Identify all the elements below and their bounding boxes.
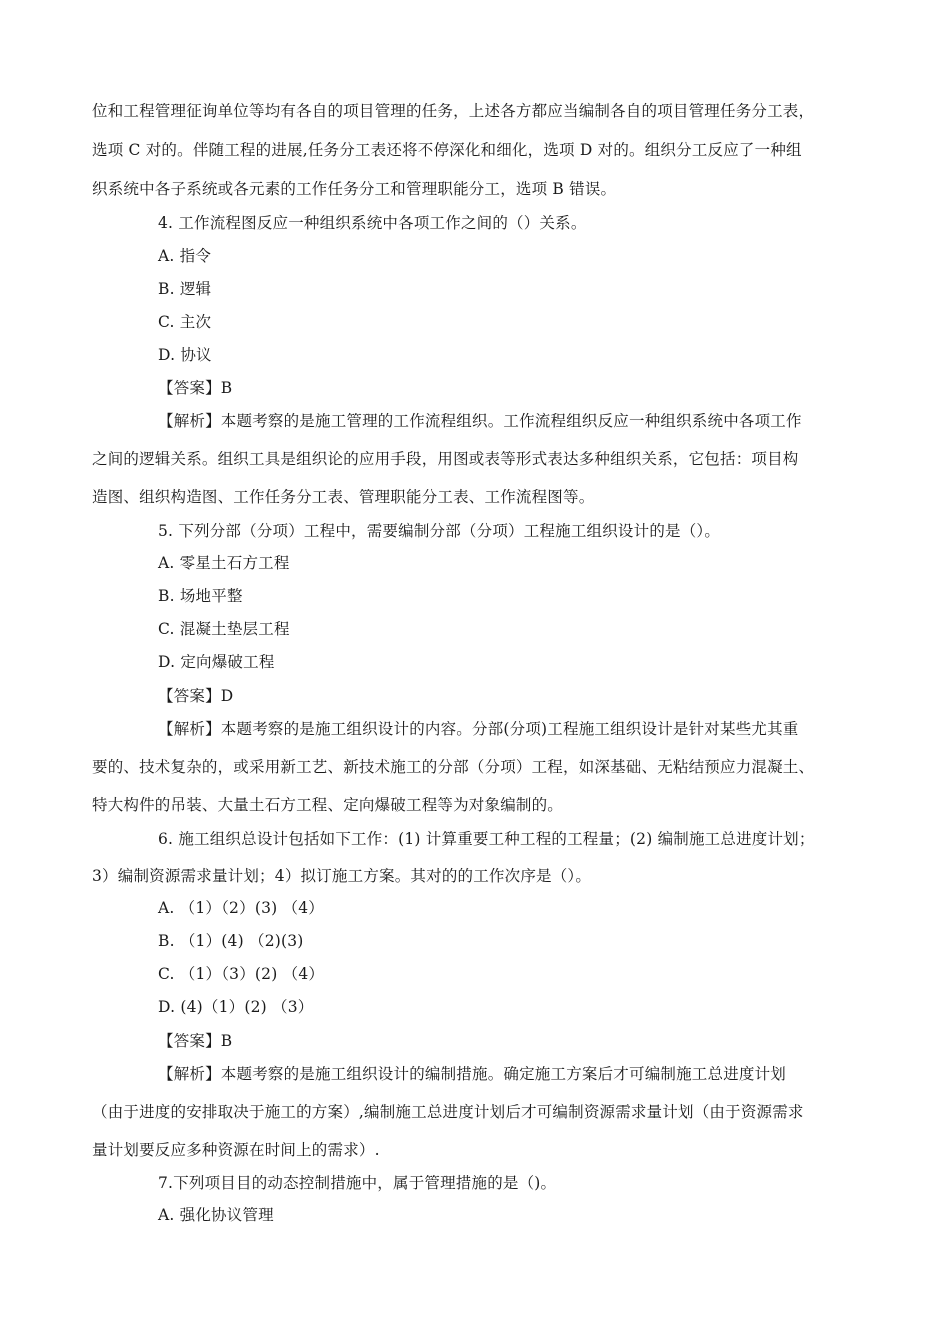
answer: 【答案】B (158, 1032, 233, 1050)
question-7: 7.下列项目目的动态控制措施中，属于管理措施的是（)。 (158, 1174, 557, 1192)
analysis: 【解析】本题考察的是施工组织设计的内容。分部(分项)工程施工组织设计是针对某些尤其重 (158, 720, 799, 738)
answer: 【答案】B (158, 379, 233, 397)
option-a: A. 强化协议管理 (158, 1206, 274, 1224)
option-a: A. （1）（2）(3) （4） (158, 899, 324, 917)
option-a: A. 零星土石方工程 (158, 554, 290, 572)
paragraph-line: （由于进度的安排取决于施工的方案）,编制施工总进度计划后才可编制资源需求量计划（由于资源需求 (92, 1103, 804, 1121)
paragraph-line: 之间的逻辑关系。组织工具是组织论的应用手段，用图或表等形式表达多种组织关系，它包括：项目构 (92, 450, 799, 468)
option-b: B. （1）(4) （2)(3) (158, 932, 304, 950)
paragraph-line: 选项 C 对的。伴随工程的进展,任务分工表还将不停深化和细化，选项 D 对的。组织分工反应了一种组 (92, 141, 802, 159)
question-4: 4. 工作流程图反应一种组织系统中各项工作之间的（）关系。 (158, 214, 587, 232)
question-6: 6. 施工组织总设计包括如下工作：(1) 计算重要工种工程的工程量；(2) 编制施工总进度计划； (158, 830, 815, 848)
question-5: 5. 下列分部（分项）工程中，需要编制分部（分项）工程施工组织设计的是（）。 (158, 522, 721, 540)
paragraph-line: 要的、技术复杂的，或采用新工艺、新技术施工的分部（分项）工程，如深基础、无粘结预应力混凝土、 (92, 758, 815, 776)
option-d: D. 协议 (158, 346, 212, 364)
option-d: D. (4)（1）(2) （3） (158, 998, 314, 1016)
option-b: B. 场地平整 (158, 587, 243, 605)
option-c: C. （1）（3）(2) （4） (158, 965, 325, 983)
paragraph-line: 3）编制资源需求量计划；4）拟订施工方案。其对的的工作次序是（）。 (92, 867, 592, 885)
option-d: D. 定向爆破工程 (158, 653, 275, 671)
paragraph-line: 位和工程管理征询单位等均有各自的项目管理的任务，上述各方都应当编制各自的项目管理任务分工表， (92, 102, 815, 120)
option-c: C. 混凝土垫层工程 (158, 620, 290, 638)
analysis: 【解析】本题考察的是施工组织设计的编制措施。确定施工方案后才可编制施工总进度计划 (158, 1065, 787, 1083)
option-b: B. 逻辑 (158, 280, 212, 298)
paragraph-line: 织系统中各子系统或各元素的工作任务分工和管理职能分工，选项 B 错误。 (92, 180, 617, 198)
analysis: 【解析】本题考察的是施工管理的工作流程组织。工作流程组织反应一种组织系统中各项工作 (158, 412, 802, 430)
paragraph-line: 特大构件的吊装、大量土石方工程、定向爆破工程等为对象编制的。 (92, 796, 564, 814)
answer: 【答案】D (158, 687, 234, 705)
option-a: A. 指令 (158, 247, 212, 265)
paragraph-line: 量计划要反应多种资源在时间上的需求）. (92, 1141, 380, 1159)
paragraph-line: 造图、组织构造图、工作任务分工表、管理职能分工表、工作流程图等。 (92, 488, 595, 506)
option-c: C. 主次 (158, 313, 212, 331)
